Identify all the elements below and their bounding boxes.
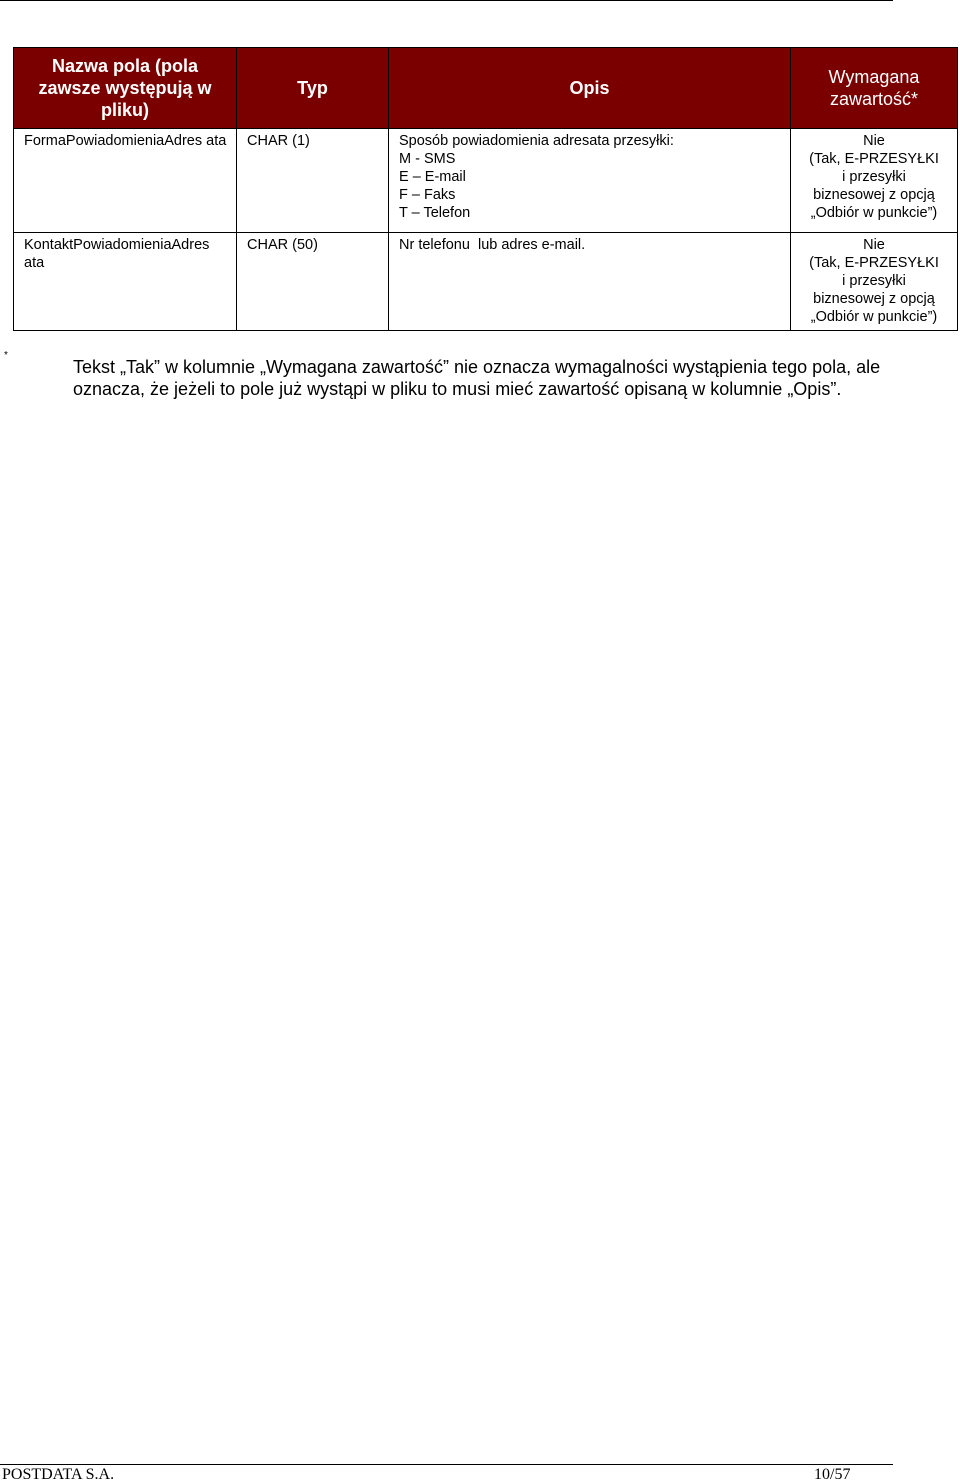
header-field-name: Nazwa pola (pola zawsze występują w pliku): [14, 48, 237, 129]
required-line: biznesowej z opcją: [813, 187, 935, 203]
cell-description: [389, 233, 791, 331]
required-line: i przesyłki: [842, 273, 906, 289]
required-line: biznesowej z opcją: [813, 291, 935, 307]
footnote-mark: *: [4, 350, 8, 361]
description-line: F – Faks: [399, 187, 456, 203]
top-rule: [0, 0, 893, 1]
field-spec-table: [13, 47, 958, 331]
required-line: „Odbiór w punkcie”): [810, 205, 938, 221]
description-line: E – E-mail: [399, 169, 466, 185]
footer-page-number: 10/57: [814, 1466, 851, 1483]
footer-company: POSTDATA S.A.: [2, 1466, 115, 1483]
header-required: Wymagana zawartość*: [791, 48, 958, 129]
cell-required: [791, 233, 958, 331]
cell-field-name: KontaktPowiadomieniaAdres ata: [14, 233, 237, 331]
header-type: Typ: [237, 48, 389, 129]
footnote-text: Tekst „Tak” w kolumnie „Wymagana zawartość” nie oznacza wymagalności wystąpienia tego pola, ale oznacza, że jeżeli to pole już wystąpi w pliku to musi mieć zawartość opisaną w kolumnie „Opis”.: [73, 357, 881, 399]
cell-type: CHAR (1): [237, 129, 389, 233]
cell-field-name: FormaPowiadomieniaAdres ata: [14, 129, 237, 233]
description-line: T – Telefon: [399, 205, 471, 221]
description-line: Sposób powiadomienia adresata przesyłki:: [399, 133, 674, 149]
cell-type: CHAR (50): [237, 233, 389, 331]
required-line: (Tak, E-PRZESYŁKI: [809, 255, 939, 271]
description-line: M - SMS: [399, 151, 456, 167]
required-line: Nie: [863, 237, 885, 253]
table-row: [14, 233, 958, 331]
page-footer: [0, 1464, 893, 1482]
table-header-row: [14, 48, 958, 129]
required-line: Nie: [863, 133, 885, 149]
cell-required: [791, 129, 958, 233]
cell-description: [389, 129, 791, 233]
description-line: Nr telefonu lub adres e-mail.: [399, 237, 586, 253]
required-line: (Tak, E-PRZESYŁKI: [809, 151, 939, 167]
header-description: Opis: [389, 48, 791, 129]
required-line: i przesyłki: [842, 169, 906, 185]
table-row: [14, 129, 958, 233]
required-line: „Odbiór w punkcie”): [810, 309, 938, 325]
